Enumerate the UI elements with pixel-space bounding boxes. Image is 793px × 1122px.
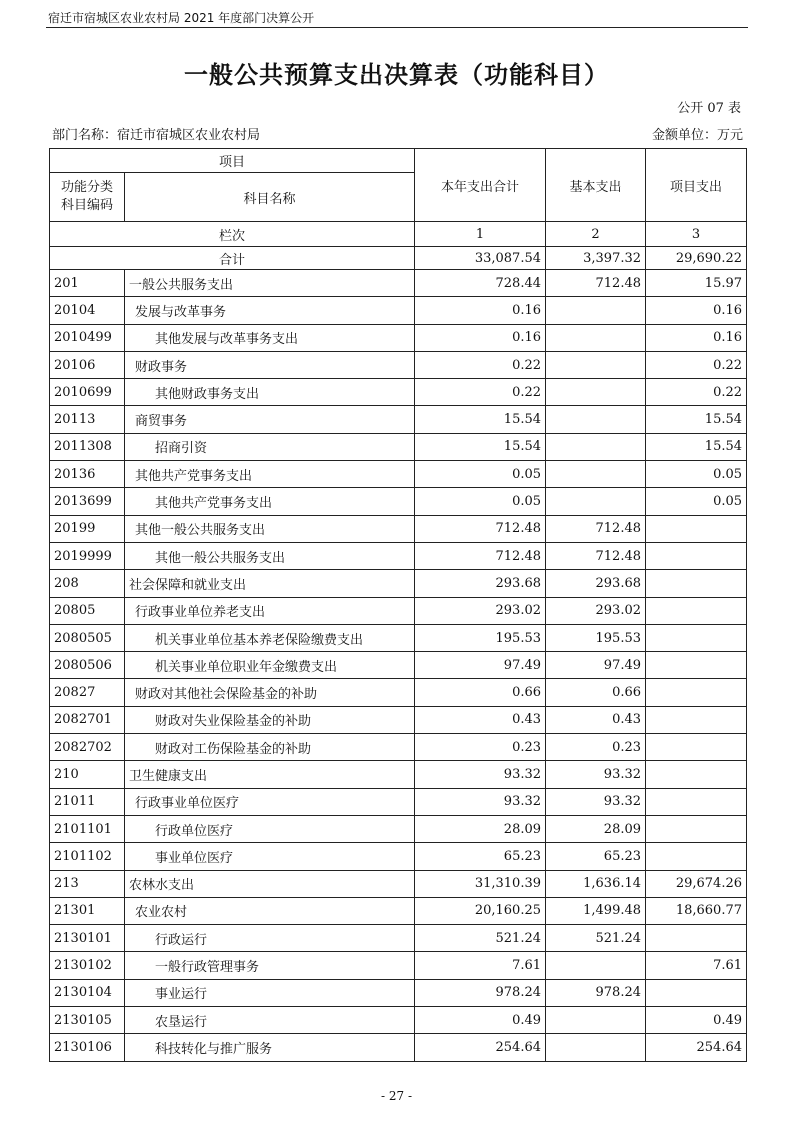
header-basic: 基本支出 bbox=[546, 149, 646, 222]
subject-name: 事业单位医疗 bbox=[125, 843, 415, 870]
subject-code: 210 bbox=[50, 761, 125, 788]
table-row bbox=[50, 270, 747, 297]
row-basic bbox=[546, 1007, 646, 1034]
subject-code: 2130104 bbox=[50, 979, 125, 1006]
subject-code: 2010499 bbox=[50, 324, 125, 351]
row-total: 293.68 bbox=[415, 570, 546, 597]
subject-name: 机关事业单位基本养老保险缴费支出 bbox=[125, 624, 415, 651]
row-project: 0.49 bbox=[646, 1007, 747, 1034]
row-basic: 28.09 bbox=[546, 815, 646, 842]
row-total: 978.24 bbox=[415, 979, 546, 1006]
subject-code: 2130101 bbox=[50, 925, 125, 952]
row-basic: 712.48 bbox=[546, 542, 646, 569]
row-basic: 293.02 bbox=[546, 597, 646, 624]
row-total: 521.24 bbox=[415, 925, 546, 952]
column-number-3: 3 bbox=[646, 222, 747, 247]
row-total: 20,160.25 bbox=[415, 897, 546, 924]
row-basic bbox=[546, 433, 646, 460]
row-basic: 195.53 bbox=[546, 624, 646, 651]
table-row bbox=[50, 433, 747, 460]
subject-code: 2130102 bbox=[50, 952, 125, 979]
subject-name: 行政单位医疗 bbox=[125, 815, 415, 842]
row-basic: 93.32 bbox=[546, 788, 646, 815]
table-row bbox=[50, 734, 747, 761]
row-basic: 0.43 bbox=[546, 706, 646, 733]
subject-code: 20104 bbox=[50, 297, 125, 324]
row-project: 15.54 bbox=[646, 406, 747, 433]
row-total: 15.54 bbox=[415, 406, 546, 433]
expenditure-table bbox=[49, 148, 747, 1062]
subject-name: 其他一般公共服务支出 bbox=[125, 542, 415, 569]
subject-code: 2082702 bbox=[50, 734, 125, 761]
subject-name: 其他一般公共服务支出 bbox=[125, 515, 415, 542]
subject-name: 科技转化与推广服务 bbox=[125, 1034, 415, 1061]
row-basic: 0.66 bbox=[546, 679, 646, 706]
subject-name: 行政事业单位医疗 bbox=[125, 788, 415, 815]
subject-name: 行政运行 bbox=[125, 925, 415, 952]
row-basic: 978.24 bbox=[546, 979, 646, 1006]
column-number-1: 1 bbox=[415, 222, 546, 247]
row-basic: 93.32 bbox=[546, 761, 646, 788]
header-code bbox=[50, 173, 125, 222]
table-row bbox=[50, 624, 747, 651]
row-total: 93.32 bbox=[415, 761, 546, 788]
row-basic bbox=[546, 1034, 646, 1061]
row-project bbox=[646, 979, 747, 1006]
row-total: 15.54 bbox=[415, 433, 546, 460]
subject-code: 20106 bbox=[50, 351, 125, 378]
row-basic: 65.23 bbox=[546, 843, 646, 870]
subject-name: 其他发展与改革事务支出 bbox=[125, 324, 415, 351]
row-project: 254.64 bbox=[646, 1034, 747, 1061]
row-project: 0.05 bbox=[646, 461, 747, 488]
row-total: 712.48 bbox=[415, 542, 546, 569]
header-name: 科目名称 bbox=[125, 173, 415, 222]
total-project: 29,690.22 bbox=[646, 247, 747, 270]
table-row bbox=[50, 979, 747, 1006]
header-item: 项目 bbox=[50, 149, 415, 173]
row-total: 0.05 bbox=[415, 461, 546, 488]
row-basic bbox=[546, 324, 646, 351]
department-name: 部门名称：宿迁市宿城区农业农村局 bbox=[52, 128, 261, 143]
row-basic bbox=[546, 952, 646, 979]
table-row bbox=[50, 897, 747, 924]
subject-name: 招商引资 bbox=[125, 433, 415, 460]
subject-code: 21301 bbox=[50, 897, 125, 924]
row-total: 195.53 bbox=[415, 624, 546, 651]
subject-code: 2130106 bbox=[50, 1034, 125, 1061]
subject-name: 农业农村 bbox=[125, 897, 415, 924]
header-code-line2: 科目编码 bbox=[60, 198, 113, 213]
row-project bbox=[646, 570, 747, 597]
subject-code: 2010699 bbox=[50, 379, 125, 406]
table-row bbox=[50, 597, 747, 624]
table-row bbox=[50, 1007, 747, 1034]
row-total: 254.64 bbox=[415, 1034, 546, 1061]
row-project bbox=[646, 597, 747, 624]
subject-name: 事业运行 bbox=[125, 979, 415, 1006]
row-total: 93.32 bbox=[415, 788, 546, 815]
row-total: 0.49 bbox=[415, 1007, 546, 1034]
table-row bbox=[50, 542, 747, 569]
row-project: 0.16 bbox=[646, 324, 747, 351]
subject-code: 208 bbox=[50, 570, 125, 597]
subject-name: 社会保障和就业支出 bbox=[125, 570, 415, 597]
row-basic: 1,636.14 bbox=[546, 870, 646, 897]
subject-code: 2080505 bbox=[50, 624, 125, 651]
table-row bbox=[50, 679, 747, 706]
subject-name: 财政对其他社会保险基金的补助 bbox=[125, 679, 415, 706]
subject-name: 财政对失业保险基金的补助 bbox=[125, 706, 415, 733]
table-row bbox=[50, 652, 747, 679]
row-project: 0.22 bbox=[646, 379, 747, 406]
table-row bbox=[50, 570, 747, 597]
row-project: 18,660.77 bbox=[646, 897, 747, 924]
row-project bbox=[646, 515, 747, 542]
row-project: 15.97 bbox=[646, 270, 747, 297]
row-project: 15.54 bbox=[646, 433, 747, 460]
subject-code: 2101101 bbox=[50, 815, 125, 842]
row-total: 293.02 bbox=[415, 597, 546, 624]
row-total: 0.22 bbox=[415, 379, 546, 406]
column-label: 栏次 bbox=[50, 222, 415, 247]
row-basic bbox=[546, 461, 646, 488]
subject-name: 农垦运行 bbox=[125, 1007, 415, 1034]
row-project bbox=[646, 542, 747, 569]
subject-code: 201 bbox=[50, 270, 125, 297]
subject-code: 2011308 bbox=[50, 433, 125, 460]
table-row bbox=[50, 324, 747, 351]
row-basic bbox=[546, 379, 646, 406]
row-total: 31,310.39 bbox=[415, 870, 546, 897]
row-total: 65.23 bbox=[415, 843, 546, 870]
subject-code: 20805 bbox=[50, 597, 125, 624]
subject-name: 其他共产党事务支出 bbox=[125, 488, 415, 515]
table-row bbox=[50, 351, 747, 378]
row-total: 0.05 bbox=[415, 488, 546, 515]
row-basic: 97.49 bbox=[546, 652, 646, 679]
row-project: 29,674.26 bbox=[646, 870, 747, 897]
header-row-item bbox=[50, 149, 747, 173]
row-project: 0.16 bbox=[646, 297, 747, 324]
row-total: 0.16 bbox=[415, 297, 546, 324]
row-basic bbox=[546, 406, 646, 433]
row-basic: 1,499.48 bbox=[546, 897, 646, 924]
subject-name: 农林水支出 bbox=[125, 870, 415, 897]
subject-code: 213 bbox=[50, 870, 125, 897]
total-basic: 3,397.32 bbox=[546, 247, 646, 270]
table-row bbox=[50, 379, 747, 406]
column-number-2: 2 bbox=[546, 222, 646, 247]
row-total: 0.66 bbox=[415, 679, 546, 706]
subject-code: 20113 bbox=[50, 406, 125, 433]
subject-name: 行政事业单位养老支出 bbox=[125, 597, 415, 624]
row-project bbox=[646, 788, 747, 815]
header-divider bbox=[46, 27, 748, 28]
row-project bbox=[646, 624, 747, 651]
row-total: 28.09 bbox=[415, 815, 546, 842]
table-row bbox=[50, 843, 747, 870]
row-basic: 521.24 bbox=[546, 925, 646, 952]
row-basic: 712.48 bbox=[546, 270, 646, 297]
subject-name: 发展与改革事务 bbox=[125, 297, 415, 324]
row-project bbox=[646, 734, 747, 761]
total-row bbox=[50, 247, 747, 270]
row-project bbox=[646, 679, 747, 706]
table-row bbox=[50, 297, 747, 324]
page-title: 一般公共预算支出决算表（功能科目） bbox=[184, 61, 609, 89]
table-row bbox=[50, 406, 747, 433]
row-project: 0.22 bbox=[646, 351, 747, 378]
table-row bbox=[50, 1034, 747, 1061]
row-total: 97.49 bbox=[415, 652, 546, 679]
subject-name: 机关事业单位职业年金缴费支出 bbox=[125, 652, 415, 679]
subject-code: 21011 bbox=[50, 788, 125, 815]
header-total: 本年支出合计 bbox=[415, 149, 546, 222]
subject-code: 20827 bbox=[50, 679, 125, 706]
table-row bbox=[50, 761, 747, 788]
table-row bbox=[50, 925, 747, 952]
subject-code: 20136 bbox=[50, 461, 125, 488]
subject-code: 2082701 bbox=[50, 706, 125, 733]
page-number: - 27 - bbox=[380, 1089, 412, 1103]
table-row bbox=[50, 488, 747, 515]
subject-code: 2080506 bbox=[50, 652, 125, 679]
row-basic: 293.68 bbox=[546, 570, 646, 597]
row-total: 712.48 bbox=[415, 515, 546, 542]
row-project bbox=[646, 652, 747, 679]
subject-code: 2101102 bbox=[50, 843, 125, 870]
row-project bbox=[646, 761, 747, 788]
row-basic: 0.23 bbox=[546, 734, 646, 761]
row-project bbox=[646, 815, 747, 842]
table-row bbox=[50, 952, 747, 979]
table-row bbox=[50, 461, 747, 488]
row-total: 7.61 bbox=[415, 952, 546, 979]
subject-name: 财政对工伤保险基金的补助 bbox=[125, 734, 415, 761]
row-basic bbox=[546, 297, 646, 324]
subject-code: 20199 bbox=[50, 515, 125, 542]
column-number-row bbox=[50, 222, 747, 247]
header-project: 项目支出 bbox=[646, 149, 747, 222]
subject-name: 其他财政事务支出 bbox=[125, 379, 415, 406]
table-row bbox=[50, 815, 747, 842]
row-basic: 712.48 bbox=[546, 515, 646, 542]
row-project bbox=[646, 925, 747, 952]
row-basic bbox=[546, 351, 646, 378]
row-total: 0.43 bbox=[415, 706, 546, 733]
table-row bbox=[50, 870, 747, 897]
amount-unit: 金额单位：万元 bbox=[651, 128, 743, 143]
document-running-header: 宿迁市宿城区农业农村局 2021 年度部门决算公开 bbox=[48, 11, 315, 25]
row-project: 0.05 bbox=[646, 488, 747, 515]
form-code: 公开 07 表 bbox=[677, 101, 741, 116]
header-code-line1: 功能分类 bbox=[60, 180, 113, 195]
total-amount: 33,087.54 bbox=[415, 247, 546, 270]
row-project bbox=[646, 706, 747, 733]
subject-name: 商贸事务 bbox=[125, 406, 415, 433]
row-basic bbox=[546, 488, 646, 515]
row-project: 7.61 bbox=[646, 952, 747, 979]
subject-name: 卫生健康支出 bbox=[125, 761, 415, 788]
subject-name: 一般公共服务支出 bbox=[125, 270, 415, 297]
row-total: 728.44 bbox=[415, 270, 546, 297]
row-total: 0.22 bbox=[415, 351, 546, 378]
subject-name: 财政事务 bbox=[125, 351, 415, 378]
subject-code: 2013699 bbox=[50, 488, 125, 515]
subject-code: 2130105 bbox=[50, 1007, 125, 1034]
subject-name: 一般行政管理事务 bbox=[125, 952, 415, 979]
table-row bbox=[50, 706, 747, 733]
row-total: 0.16 bbox=[415, 324, 546, 351]
subject-code: 2019999 bbox=[50, 542, 125, 569]
subject-name: 其他共产党事务支出 bbox=[125, 461, 415, 488]
table-row bbox=[50, 788, 747, 815]
table-row bbox=[50, 515, 747, 542]
row-total: 0.23 bbox=[415, 734, 546, 761]
total-label: 合计 bbox=[50, 247, 415, 270]
row-project bbox=[646, 843, 747, 870]
